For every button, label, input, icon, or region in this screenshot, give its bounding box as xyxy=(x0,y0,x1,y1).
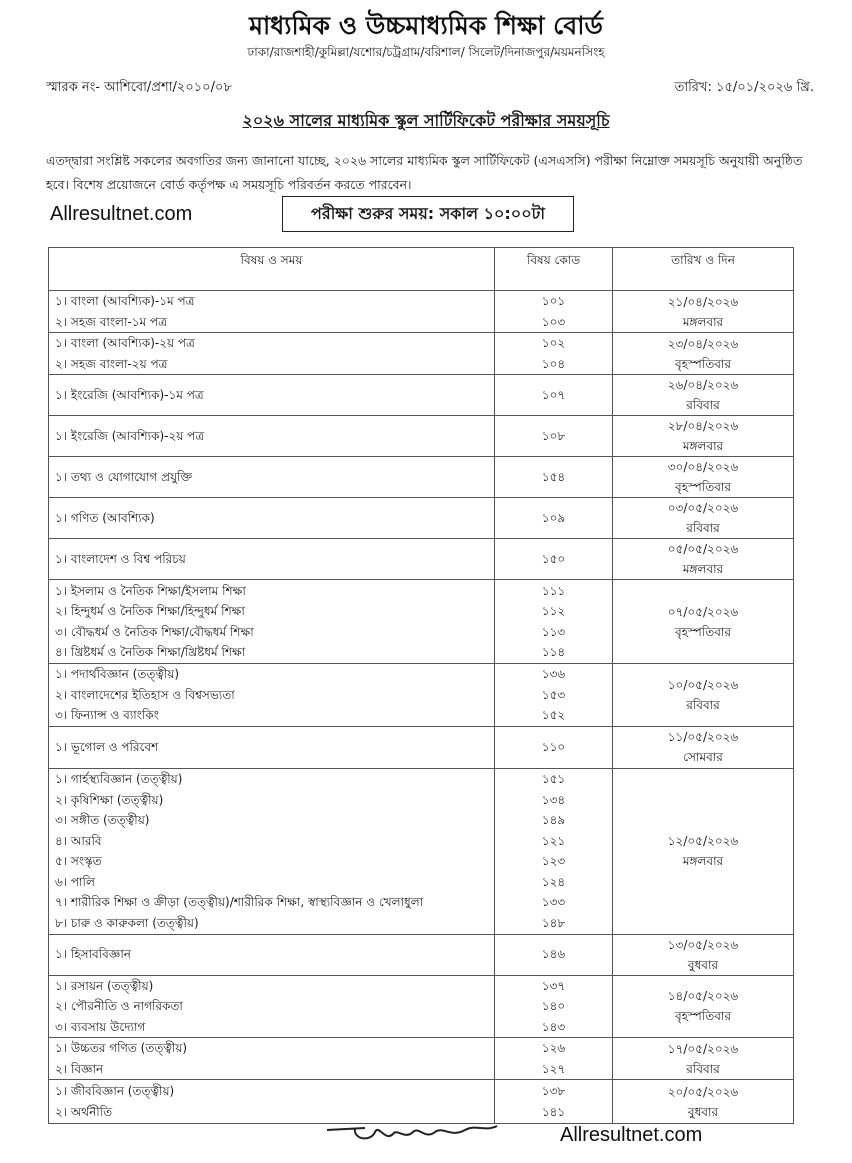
date-cell xyxy=(613,1080,794,1124)
subject-name: ১। ইংরেজি (আবশ্যিক)-২য় পত্র xyxy=(55,428,205,443)
table-row xyxy=(49,416,794,457)
subject-code: ১৪৮ xyxy=(541,915,566,930)
exam-day: বুধবার xyxy=(687,1104,719,1119)
subject-name: ১। রসায়ন (তত্ত্বীয়) xyxy=(55,978,154,993)
subject-name: ১। বাংলা (আবশ্যিক)-১ম পত্র xyxy=(55,294,195,308)
watermark: Allresultnet.com xyxy=(50,203,193,225)
exam-day: রবিবার xyxy=(686,521,720,535)
subject-code: ১৫৩ xyxy=(541,687,566,702)
table-row xyxy=(49,375,794,416)
issue-date: তারিখ: ১৫/০১/২০২৬ খ্রি. xyxy=(674,80,814,95)
subject-code: ১০৩ xyxy=(541,314,566,329)
code-cell xyxy=(495,1080,613,1124)
exam-date: ১৩/০৫/২০২৬ xyxy=(667,937,739,952)
exam-date: ১৪/০৫/২০২৬ xyxy=(667,989,739,1004)
date-cell xyxy=(613,457,794,498)
date-cell xyxy=(613,333,794,375)
subject-cell xyxy=(49,539,495,580)
exam-date: ২৩/০৪/২০২৬ xyxy=(667,336,739,351)
subject-code: ১১৪ xyxy=(541,645,566,659)
table-row xyxy=(49,1080,794,1124)
subject-name: ১। গণিত (আবশ্যিক) xyxy=(55,510,155,525)
header-date: তারিখ ও দিন xyxy=(613,248,794,291)
subject-name: ৭। শারীরিক শিক্ষা ও ক্রীড়া (তত্ত্বীয়)/শারীরিক শিক্ষা, স্বাস্থ্যবিজ্ঞান ও খেলাধুলা xyxy=(55,895,424,909)
subject-name: ২। সহজ বাংলা-২য় পত্র xyxy=(55,356,168,371)
subject-cell xyxy=(49,664,495,727)
header-subject: বিষয় ও সময় xyxy=(49,248,495,291)
subject-code: ১৫২ xyxy=(541,708,566,722)
subject-name: ১। ইংরেজি (আবশ্যিক)-১ম পত্র xyxy=(55,387,204,402)
date-cell xyxy=(613,375,794,416)
subject-cell xyxy=(49,1080,495,1124)
subject-code: ১২৪ xyxy=(541,874,566,889)
code-cell xyxy=(495,333,613,375)
memo-number: স্মারক নং- আশিবো/প্রশা/২০১০/০৮ xyxy=(46,80,232,95)
subject-code: ১৩৩ xyxy=(541,895,566,909)
code-cell xyxy=(495,664,613,727)
subject-cell xyxy=(49,1038,495,1080)
subject-name: ১। তথ্য ও যোগাযোগ প্রযুক্তি xyxy=(55,469,193,484)
exam-date: ২০/০৫/২০২৬ xyxy=(667,1084,739,1099)
subject-name: ২। অর্থনীতি xyxy=(55,1104,113,1119)
table-row xyxy=(49,934,794,975)
code-cell xyxy=(495,416,613,457)
subject-code: ১১৩ xyxy=(541,624,566,639)
exam-date: ২১/০৪/২০২৬ xyxy=(667,294,739,309)
exam-date: ০৭/০৫/২০২৬ xyxy=(667,604,739,619)
subject-code: ১১০ xyxy=(541,739,566,754)
subject-name: ১। পদার্থবিজ্ঞান (তত্ত্বীয়) xyxy=(55,667,180,681)
subject-code: ১০১ xyxy=(541,294,566,308)
subject-cell xyxy=(49,333,495,375)
exam-day: মঙ্গলবার xyxy=(682,439,724,453)
subject-code: ১২১ xyxy=(541,833,566,848)
date-cell xyxy=(613,291,794,333)
subject-cell xyxy=(49,768,495,934)
board-list: ঢাকা/রাজশাহী/কুমিল্লা/যশোর/চট্রগ্রাম/বরিশাল/ সিলেট/দিনাজপুর/ময়মনসিংহ xyxy=(247,45,605,59)
code-cell xyxy=(495,726,613,768)
subject-code: ১৪০ xyxy=(541,999,566,1013)
table-row xyxy=(49,768,794,934)
subject-code: ১২৭ xyxy=(541,1061,566,1076)
subject-name: ১। বাংলাদেশ ও বিশ্ব পরিচয় xyxy=(55,551,186,566)
code-cell xyxy=(495,1038,613,1080)
subject-code: ১৩৬ xyxy=(541,667,566,681)
subject-name: ১। ইসলাম ও নৈতিক শিক্ষা/ইসলাম শিক্ষা xyxy=(55,583,246,598)
subject-name: ৩। বৌদ্ধধর্ম ও নৈতিক শিক্ষা/বৌদ্ধধর্ম শিক্ষা xyxy=(55,624,254,639)
date-cell xyxy=(613,934,794,975)
subject-cell xyxy=(49,457,495,498)
subject-cell xyxy=(49,726,495,768)
exam-date: ০৩/০৫/২০২৬ xyxy=(667,501,739,515)
subject-name: ১। উচ্চতর গণিত (তত্ত্বীয়) xyxy=(55,1041,188,1055)
exam-day: বৃহস্পতিবার xyxy=(675,1009,731,1024)
date-cell xyxy=(613,975,794,1038)
signature-icon xyxy=(325,1118,505,1150)
subject-code: ১১১ xyxy=(541,583,566,598)
schedule-heading-text: ২০২৬ সালের মাধ্যমিক স্কুল সার্টিফিকেট পরীক্ষার সময়সূচি xyxy=(242,111,610,130)
subject-cell xyxy=(49,416,495,457)
date-cell xyxy=(613,580,794,664)
exam-day: রবিবার xyxy=(686,697,720,712)
exam-start-time: পরীক্ষা শুরুর সময়: সকাল ১০:০০টা xyxy=(282,196,574,232)
subject-code: ১২৩ xyxy=(541,854,566,868)
subject-name: ৬। পালি xyxy=(55,874,95,889)
subject-code: ১৩৮ xyxy=(541,1084,566,1098)
subject-name: ৩। সঙ্গীত (তত্ত্বীয়) xyxy=(55,813,150,827)
subject-name: ৩। ব্যবসায় উদ্যোগ xyxy=(55,1019,146,1034)
subject-code: ১০৯ xyxy=(541,510,566,525)
exam-day: মঙ্গলবার xyxy=(682,854,724,868)
schedule-heading xyxy=(0,108,852,135)
exam-day: সোমবার xyxy=(683,750,723,764)
exam-schedule-table xyxy=(48,247,794,1124)
intro-paragraph: এতদ্দ্বারা সংশ্লিষ্ট সকলের অবগতির জন্য জানানো যাচ্ছে, ২০২৬ সালের মাধ্যমিক স্কুল সার্টিফিকেট (এসএসসি) পরীক্ষা নিম্নোক্ত সময়সূচি অনুযায়ী অনুষ্ঠিত হবে। বিশেষ প্রয়োজনে বোর্ড কর্তৃপক্ষ এ সময়সূচি পরিবর্তন করতে পারবেন। xyxy=(46,153,803,192)
date-cell xyxy=(613,416,794,457)
subject-code: ১৪৬ xyxy=(541,947,566,962)
table-body xyxy=(49,291,794,1124)
subject-cell xyxy=(49,291,495,333)
exam-date: ৩০/০৪/২০২৬ xyxy=(667,460,739,474)
table-row xyxy=(49,539,794,580)
exam-day: রবিবার xyxy=(686,1061,720,1076)
subject-code: ১৪৯ xyxy=(541,813,566,827)
table-header-row xyxy=(49,248,794,291)
subject-name: ২। কৃষিশিক্ষা (তত্ত্বীয়) xyxy=(55,792,164,807)
subject-code: ১৫০ xyxy=(541,551,566,566)
subject-code: ১৪৩ xyxy=(541,1019,566,1034)
subject-name: ১। ভূগোল ও পরিবেশ xyxy=(55,739,159,754)
exam-date: ১২/০৫/২০২৬ xyxy=(667,834,739,848)
code-cell xyxy=(495,934,613,975)
table-row xyxy=(49,1038,794,1080)
subject-name: ২। বাংলাদেশের ইতিহাস ও বিশ্বসভ্যতা xyxy=(55,687,235,702)
exam-day: বৃহস্পতিবার xyxy=(675,480,731,494)
date-cell xyxy=(613,664,794,727)
subject-code: ১২৬ xyxy=(541,1041,566,1055)
subject-name: ১। বাংলা (আবশ্যিক)-২য় পত্র xyxy=(55,336,195,350)
subject-name: ৮। চারু ও কারুকলা (তত্ত্বীয়) xyxy=(55,915,199,930)
exam-date: ১০/০৫/২০২৬ xyxy=(667,677,739,692)
subject-name: ১। জীববিজ্ঞান (তত্ত্বীয়) xyxy=(55,1084,175,1098)
subject-code: ১৩৭ xyxy=(541,978,566,993)
table-row xyxy=(49,498,794,539)
date-cell xyxy=(613,539,794,580)
subject-name: ৪। খ্রিষ্টধর্ম ও নৈতিক শিক্ষা/খ্রিষ্টধর্ম শিক্ষা xyxy=(55,645,246,659)
code-cell xyxy=(495,539,613,580)
exam-day: মঙ্গলবার xyxy=(682,314,724,329)
exam-day: বৃহস্পতিবার xyxy=(675,356,731,371)
exam-date: ২৬/০৪/২০২৬ xyxy=(667,378,739,392)
subject-code: ১৪১ xyxy=(541,1104,566,1119)
table-row xyxy=(49,975,794,1038)
table-row xyxy=(49,333,794,375)
date-cell xyxy=(613,768,794,934)
subject-name: ২। বিজ্ঞান xyxy=(55,1061,104,1076)
subject-code: ১৩৪ xyxy=(541,792,566,807)
code-cell xyxy=(495,498,613,539)
subject-code: ১০৮ xyxy=(541,428,566,443)
subject-cell xyxy=(49,975,495,1038)
subject-code: ১০৪ xyxy=(541,356,566,371)
exam-date: ০৫/০৫/২০২৬ xyxy=(667,542,739,556)
code-cell xyxy=(495,975,613,1038)
exam-day: রবিবার xyxy=(686,398,720,412)
exam-date: ২৮/০৪/২০২৬ xyxy=(667,419,739,433)
table-row xyxy=(49,664,794,727)
code-cell xyxy=(495,457,613,498)
subject-code: ১৫৪ xyxy=(541,469,566,484)
exam-day: বুধবার xyxy=(687,957,719,972)
table-row xyxy=(49,291,794,333)
board-title: মাধ্যমিক ও উচ্চমাধ্যমিক শিক্ষা বোর্ড xyxy=(249,11,603,40)
subject-name: ২। হিন্দুধর্ম ও নৈতিক শিক্ষা/হিন্দুধর্ম শিক্ষা xyxy=(55,604,245,618)
subject-code: ১১২ xyxy=(541,604,566,618)
subject-name: ১। হিসাববিজ্ঞান xyxy=(55,947,131,962)
table-row xyxy=(49,580,794,664)
date-cell xyxy=(613,498,794,539)
exam-date: ১৭/০৫/২০২৬ xyxy=(667,1041,739,1056)
subject-name: ৫। সংস্কৃত xyxy=(55,854,102,868)
subject-name: ১। গার্হস্থ্যবিজ্ঞান (তত্ত্বীয়) xyxy=(55,772,183,786)
subject-name: ২। সহজ বাংলা-১ম পত্র xyxy=(55,314,167,329)
exam-day: বৃহস্পতিবার xyxy=(675,624,731,639)
exam-day: মঙ্গলবার xyxy=(682,562,724,576)
subject-cell xyxy=(49,375,495,416)
code-cell xyxy=(495,291,613,333)
code-cell xyxy=(495,375,613,416)
subject-name: ২। পৌরনীতি ও নাগরিকতা xyxy=(55,999,183,1013)
subject-code: ১০২ xyxy=(541,336,566,350)
table-row xyxy=(49,457,794,498)
exam-date: ১১/০৫/২০২৬ xyxy=(667,730,739,744)
code-cell xyxy=(495,580,613,664)
header-code: বিষয় কোড xyxy=(495,248,613,291)
subject-name: ৪। আরবি xyxy=(55,833,102,848)
subject-code: ১৫১ xyxy=(541,772,566,786)
code-cell xyxy=(495,768,613,934)
table-row xyxy=(49,726,794,768)
subject-cell xyxy=(49,580,495,664)
subject-cell xyxy=(49,498,495,539)
subject-code: ১০৭ xyxy=(541,387,566,402)
date-cell xyxy=(613,726,794,768)
subject-name: ৩। ফিন্যান্স ও ব্যাংকিং xyxy=(55,708,159,722)
date-cell xyxy=(613,1038,794,1080)
subject-cell xyxy=(49,934,495,975)
watermark: Allresultnet.com xyxy=(560,1124,703,1146)
